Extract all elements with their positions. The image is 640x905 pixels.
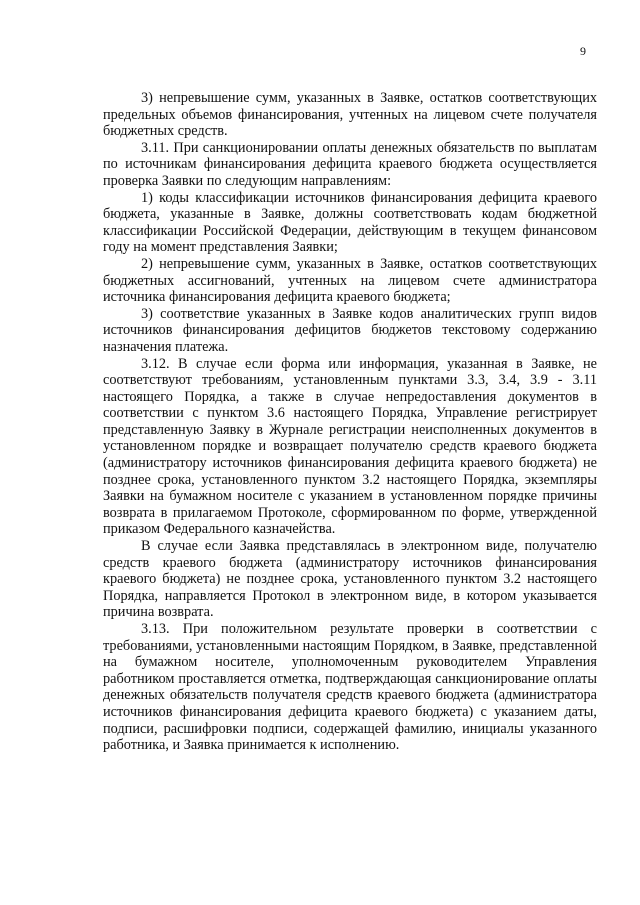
paragraph-3-11: 3.11. При санкционировании оплаты денежных обязательств по выплатам по источникам финансирования дефицита краевого бюджета осуществляется проверка Заявки по следующим направлениям: xyxy=(103,139,597,189)
paragraph-item-3-limits: 3) непревышение сумм, указанных в Заявке, остатков соответствующих предельных объемов финансирования, учтенных на лицевом счете получателя бюджетных средств. xyxy=(103,90,597,140)
paragraph-electronic-return: В случае если Заявка представлялась в электронном виде, получателю средств краевого бюджета (администратору источников финансирования краевого бюджета) не позднее срока, установленного пунктом 3.2 настоящего Порядка, направляется Протокол в электронном виде, в котором указывается причина возврата. xyxy=(103,538,597,621)
page-number: 9 xyxy=(580,44,586,58)
paragraph-item-1-codes: 1) коды классификации источников финансирования дефицита краевого бюджета, указанные в Заявке, должны соответствовать кодам бюджетной классификации Российской Федерации, действующим в текущем финансовом году на момент представления Заявки; xyxy=(103,189,597,256)
paragraph-item-2-limits: 2) непревышение сумм, указанных в Заявке, остатков соответствующих бюджетных ассигнований, учтенных на лицевом счете администратора источника финансирования дефицита краевого бюджета; xyxy=(103,255,597,306)
paragraph-3-13: 3.13. При положительном результате проверки в соответствии с требованиями, установленными настоящим Порядком, в Заявке, представленной на бумажном носителе, уполномоченным руководителем Управления работником проставляется отметка, подтверждающая санкционирование оплаты денежных обязательств получателя средств краевого бюджета (администратора источников финансирования дефицита краевого бюджета) с указанием даты, подписи, расшифровки подписи, содержащей фамилию, инициалы указанного работника, и Заявка принимается к исполнению. xyxy=(103,621,597,754)
document-body xyxy=(103,90,597,754)
paragraph-3-12: 3.12. В случае если форма или информация, указанная в Заявке, не соответствуют требованиям, установленным пунктами 3.3, 3.4, 3.9 - 3.11 настоящего Порядка, а также в случае непредоставления документов в соответствии с пунктом 3.6 настоящего Порядка, Управление регистрирует представленную Заявку в Журнале регистрации неисполненных документов в установленном порядке и возвращает получателю средств краевого бюджета (администратору источников финансирования дефицита краевого бюджета) не позднее срока, установленного пунктом 3.2 настоящего Порядка, экземпляры Заявки на бумажном носителе с указанием в установленном порядке причины возврата в прилагаемом Протоколе, сформированном по форме, утвержденной приказом Федерального казначейства. xyxy=(103,355,597,538)
paragraph-item-3-analytic-codes: 3) соответствие указанных в Заявке кодов аналитических групп видов источников финансирования дефицитов бюджетов текстовому содержанию назначения платежа. xyxy=(103,305,597,355)
